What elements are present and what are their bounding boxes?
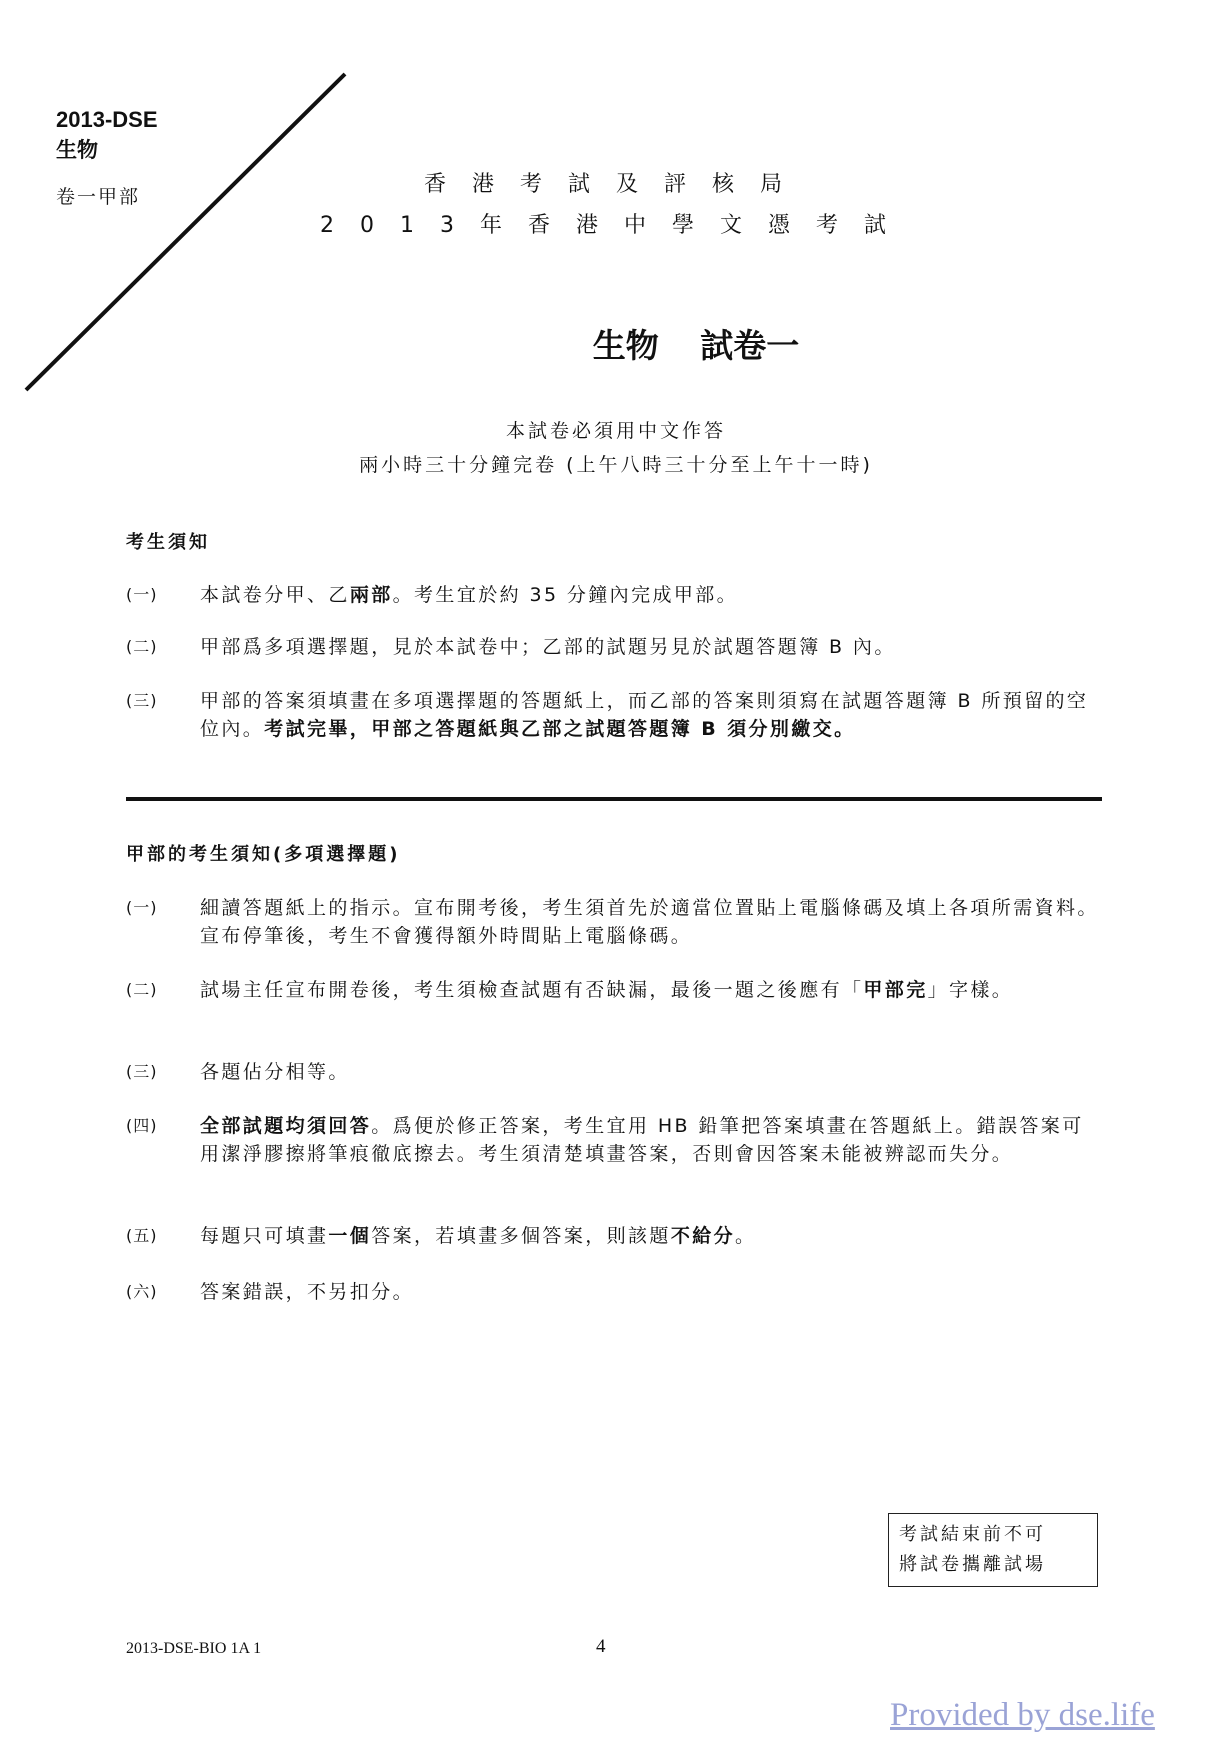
general-instructions-title: 考生須知 xyxy=(126,532,210,553)
section-a-instruction-item: (二) 試場主任宣布開卷後，考生須檢查試題有否缺漏，最後一題之後應有「甲部完」字樣。 xyxy=(126,979,1014,1001)
take-away-notice-box: 考試結束前不可 將試卷攜離試場 xyxy=(888,1513,1098,1587)
paper-title: 生物 試卷一 xyxy=(592,326,800,365)
section-divider xyxy=(126,797,1102,801)
corner-section: 卷一甲部 xyxy=(56,186,141,208)
footer-paper-code: 2013-DSE-BIO 1A 1 xyxy=(126,1640,262,1657)
page-number: 4 xyxy=(596,1636,606,1657)
section-a-instruction-item: (五) 每題只可填畫一個答案，若填畫多個答案，則該題不給分。 xyxy=(126,1225,757,1247)
language-note: 本試卷必須用中文作答 xyxy=(505,420,726,442)
general-instruction-item: (三) 甲部的答案須填畫在多項選擇題的答題紙上，而乙部的答案則須寫在試題答題簿 B 所預留的空位內。考試完畢，甲部之答題紙與乙部之試題答題簿 B 須分別繳交。 xyxy=(126,690,1089,740)
section-a-instructions-title: 甲部的考生須知(多項選擇題) xyxy=(126,844,401,865)
corner-exam-code: 2013-DSE xyxy=(56,107,158,132)
section-a-instruction-item: (四) 全部試題均須回答。爲便於修正答案，考生宜用 HB 鉛筆把答案填畫在答題紙上。錯誤答案可用潔淨膠擦將筆痕徹底擦去。考生須清楚填畫答案，否則會因答案未能被辨認而失分。 xyxy=(126,1115,1084,1165)
general-instruction-item: (二) 甲部爲多項選擇題，見於本試卷中；乙部的試題另見於試題答題簿 B 內。 xyxy=(126,636,896,658)
exam-authority: 香港考試及評核局 xyxy=(423,172,808,197)
watermark: Provided by dse.life xyxy=(890,1697,1155,1733)
section-a-instruction-item: (六) 答案錯誤，不另扣分。 xyxy=(126,1281,415,1303)
corner-subject: 生物 xyxy=(56,138,98,162)
section-a-instruction-item: (三) 各題佔分相等。 xyxy=(126,1061,350,1083)
exam-name: 2013年香港中學文憑考試 xyxy=(320,213,912,238)
section-a-instruction-item: (一) 細讀答題紙上的指示。宣布開考後，考生須首先於適當位置貼上電腦條碼及填上各項所需資料。宣布停筆後，考生不會獲得額外時間貼上電腦條碼。 xyxy=(126,897,1099,947)
general-instruction-item: (一) 本試卷分甲、乙兩部。考生宜於約 35 分鐘內完成甲部。 xyxy=(126,584,739,606)
time-note: 兩小時三十分鐘完卷 (上午八時三十分至上午十一時) xyxy=(359,454,873,476)
